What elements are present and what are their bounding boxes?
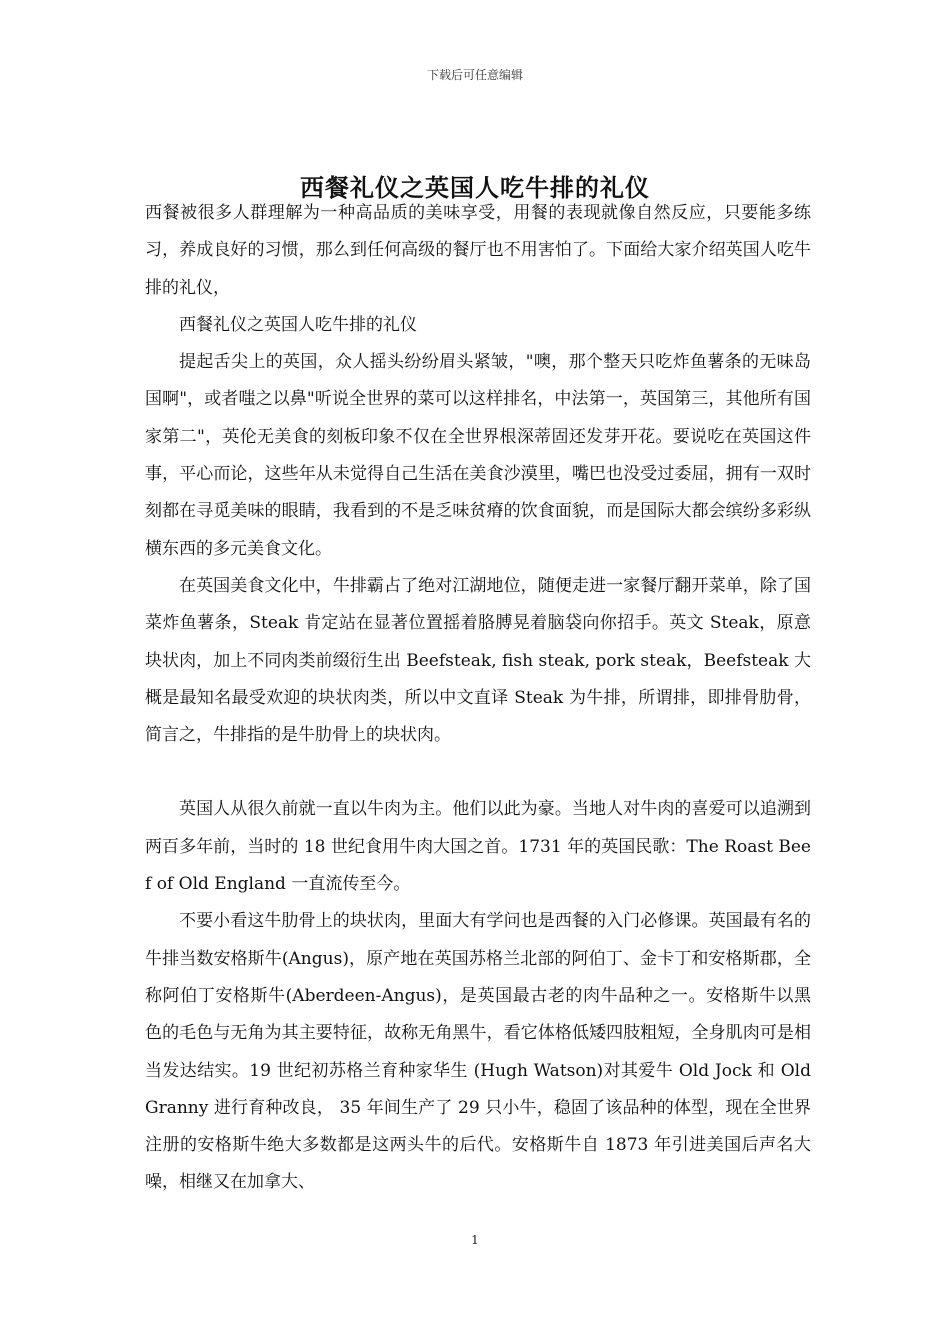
header-note: 下载后可任意编辑 bbox=[426, 68, 523, 82]
paragraph-spacer bbox=[145, 754, 811, 791]
body-paragraph: 不要小看这牛肋骨上的块状肉，里面大有学问也是西餐的入门必修课。英国最有名的牛排当数安格斯牛(Angus)，原产地在英国苏格兰北部的阿伯丁、金卡丁和安格斯郡，全称阿伯丁安格斯牛(Aberdeen-Angus)，是英国最古老的肉牛品种之一。安格斯牛以黑色的毛色与无角为其主要特征，故称无角黑牛，看它体格低矮四肢粗短，全身肌肉可是相当发达结实。19 世纪初苏格兰育种家华生 (Hugh Watson)对其爱牛 Old Jock 和 Old Granny 进行育种改良， 35 年间生产了 29 只小牛，稳固了该品种的体型，现在全世界注册的安格斯牛绝大多数都是这两头牛的后代。安格斯牛自 1873 年引进美国后声名大噪，相继又在加拿大、 bbox=[145, 911, 811, 1193]
body-paragraph: 提起舌尖上的英国，众人摇头纷纷眉头紧皱，"噢，那个整天只吃炸鱼薯条的无味岛国啊"，或者嗤之以鼻"听说全世界的菜可以这样排名，中法第一，英国第三，其他所有国家第二"，英伦无美食的刻板印象不仅在全世界根深蒂固还发芽开花。要说吃在英国这件事，平心而论，这些年从未觉得自己生活在美食沙漠里，嘴巴也没受过委屈，拥有一双时刻都在寻觅美味的眼睛，我看到的不是乏味贫瘠的饮食面貌，而是国际大都会缤纷多彩纵横东西的多元美食文化。 bbox=[145, 352, 811, 559]
body-paragraph: 在英国美食文化中，牛排霸占了绝对江湖地位，随便走进一家餐厅翻开菜单，除了国菜炸鱼薯条，Steak 肯定站在显著位置摇着胳膊晃着脑袋向你招手。英文 Steak，原意块状肉，加上不同肉类前缀衍生出 Beefsteak, fish steak, pork steak，Beefsteak 大概是最知名最受欢迎的块状肉类，所以中文直译 Steak 为牛排，所谓排，即排骨肋骨，简言之，牛排指的是牛肋骨上的块状肉。 bbox=[145, 575, 811, 746]
document-title: 西餐礼仪之英国人吃牛排的礼仪 bbox=[300, 173, 650, 203]
intro-paragraph: 西餐被很多人群理解为一种高品质的美味享受，用餐的表现就像自然反应，只要能多练习，养成良好的习惯，那么到任何高级的餐厅也不用害怕了。下面给大家介绍英国人吃牛排的礼仪， bbox=[145, 203, 811, 298]
page-number: 1 bbox=[471, 1233, 479, 1247]
body-paragraph: 英国人从很久前就一直以牛肉为主。他们以此为豪。当地人对牛肉的喜爱可以追溯到两百多年前，当时的 18 世纪食用牛肉大国之首。1731 年的英国民歌：The Roast Beef of Old England 一直流传至今。 bbox=[145, 799, 811, 895]
document-body bbox=[145, 195, 811, 1202]
section-subtitle: 西餐礼仪之英国人吃牛排的礼仪 bbox=[179, 314, 417, 335]
